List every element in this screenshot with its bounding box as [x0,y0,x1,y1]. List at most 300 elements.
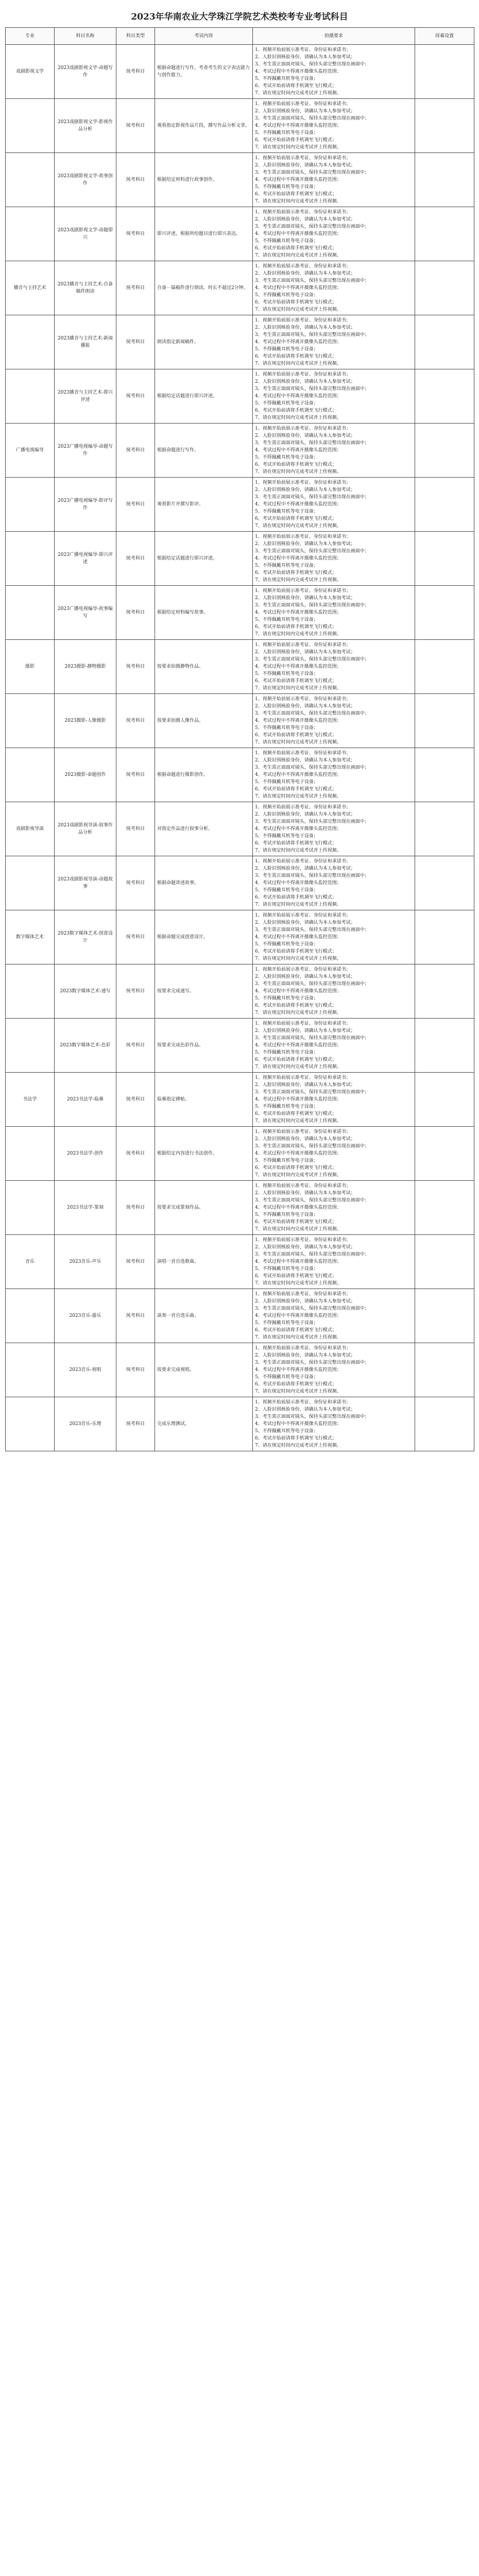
cell-subject-name: 2023摄影-命题创作 [55,748,116,802]
requirement-line: 2、人脸识别核验身份，请确认为本人参加考试； [255,704,355,709]
requirement-line: 6、考试开始前请将手机调至飞行模式； [255,516,337,521]
requirement-line: 5、不得佩戴耳机等电子设备； [255,76,318,81]
cell-exam-content: 对指定作品进行叙事分析。 [155,802,253,856]
requirement-line: 7、请在规定时间内完成考试并上传视频。 [255,523,341,529]
cell-screen-setting [415,153,474,207]
requirement-line: 5、不得佩戴耳机等电子设备； [255,1158,318,1163]
requirement-line: 5、不得佩戴耳机等电子设备； [255,888,318,893]
cell-subject-type: 统考科目 [116,45,155,99]
table-row [6,1397,474,1451]
cell-screen-setting [415,802,474,856]
requirement-line: 4、考试过程中不得离开摄像头监控范围； [255,610,341,615]
requirement-line: 7、请在规定时间内完成考试并上传视频。 [255,1335,341,1340]
requirement-line: 6、考试开始前请将手机调至飞行模式； [255,841,337,846]
requirement-line: 4、考试过程中不得离开摄像头监控范围； [255,718,341,723]
requirement-line: 5、不得佩戴耳机等电子设备； [255,455,318,460]
cell-subject-type: 统考科目 [116,99,155,153]
cell-exam-content: 观看指定影视作品片段，撰写作品分析文章。 [155,99,253,153]
requirement-line: 3、考生需正面面对镜头，保持头部完整出现在画面中； [255,278,369,283]
requirement-line: 6、考试开始前请将手机调至飞行模式； [255,83,337,89]
requirement-line: 4、考试过程中不得离开摄像头监控范围； [255,1259,341,1264]
cell-filming-requirements [253,261,415,315]
requirement-line: 6、考试开始前请将手机调至飞行模式； [255,733,337,738]
cell-major [6,748,55,802]
cell-subject-name: 2023书法学-创作 [55,1127,116,1181]
requirement-line: 3、考生需正面面对镜头，保持头部完整出现在画面中； [255,603,369,608]
cell-exam-content: 演唱一首自选歌曲。 [155,1235,253,1289]
cell-major [6,1289,55,1343]
requirement-line: 7、请在规定时间内完成考试并上传视频。 [255,902,341,907]
requirement-line: 7、请在规定时间内完成考试并上传视频。 [255,253,341,258]
requirement-line: 7、请在规定时间内完成考试并上传视频。 [255,632,341,637]
requirement-line: 2、人脸识别核验身份，请确认为本人参加考试； [255,1082,355,1088]
cell-subject-type: 统考科目 [116,478,155,532]
requirement-line: 4、考试过程中不得离开摄像头监控范围； [255,231,341,236]
requirement-line: 6、考试开始前请将手机调至飞行模式； [255,408,337,413]
requirement-line: 3、考生需正面面对镜头，保持头部完整出现在画面中； [255,386,369,392]
cell-subject-name: 2023广播电视编导-即兴评述 [55,532,116,586]
requirement-line: 3、考生需正面面对镜头，保持头部完整出现在画面中； [255,1252,369,1257]
requirement-line: 5、不得佩戴耳机等电子设备； [255,942,318,947]
table-row [6,369,474,423]
cell-major [6,478,55,532]
requirement-line: 5、不得佩戴耳机等电子设备； [255,239,318,244]
requirement-line: 7、请在规定时间内完成考试并上传视频。 [255,956,341,961]
requirement-line: 4、考试过程中不得离开摄像头监控范围； [255,69,341,74]
requirement-line: 3、考生需正面面对镜头，保持头部完整出现在画面中； [255,62,369,67]
requirement-line: 7、请在规定时间内完成考试并上传视频。 [255,1064,341,1070]
cell-subject-type: 统考科目 [116,532,155,586]
cell-screen-setting [415,207,474,261]
cell-major: 广播电视编导 [6,423,55,478]
cell-filming-requirements [253,748,415,802]
requirement-line: 2、人脸识别核验身份，请确认为本人参加考试； [255,163,355,168]
cell-filming-requirements [253,153,415,207]
cell-screen-setting [415,586,474,640]
requirement-line: 7、请在规定时间内完成考试并上传视频。 [255,1173,341,1178]
requirement-line: 7、请在规定时间内完成考试并上传视频。 [255,91,341,96]
requirement-line: 1、视频开始前展示准考证、身份证和承诺书； [255,805,351,810]
requirement-line: 7、请在规定时间内完成考试并上传视频。 [255,686,341,691]
requirement-line: 6、考试开始前请将手机调至飞行模式； [255,1274,337,1279]
cell-exam-content: 朗读指定新闻稿件。 [155,315,253,369]
requirement-line: 1、视频开始前展示准考证、身份证和承诺书； [255,859,351,864]
cell-filming-requirements [253,694,415,748]
cell-major [6,1127,55,1181]
requirement-line: 1、视频开始前展示准考证、身份证和承诺书； [255,210,351,215]
cell-filming-requirements [253,45,415,99]
cell-exam-content: 根据命题进行写作。 [155,423,253,478]
requirement-line: 4、考试过程中不得离开摄像头监控范围； [255,664,341,669]
cell-subject-name: 2023摄影-人像摄影 [55,694,116,748]
requirement-line: 2、人脸识别核验身份，请确认为本人参加考试； [255,758,355,763]
cell-filming-requirements [253,315,415,369]
requirement-line: 2、人脸识别核验身份，请确认为本人参加考试； [255,379,355,384]
requirement-line: 1、视频开始前展示准考证、身份证和承诺书； [255,967,351,972]
requirement-line: 2、人脸识别核验身份，请确认为本人参加考试； [255,1191,355,1196]
cell-filming-requirements [253,99,415,153]
requirement-line: 2、人脸识别核验身份，请确认为本人参加考试； [255,650,355,655]
requirement-line: 1、视频开始前展示准考证、身份证和承诺书； [255,751,351,756]
cell-filming-requirements [253,1127,415,1181]
cell-screen-setting [415,532,474,586]
requirement-line: 4、考试过程中不得离开摄像头监控范围； [255,285,341,291]
cell-subject-name: 2023音乐-乐理 [55,1397,116,1451]
cell-subject-type: 统考科目 [116,153,155,207]
requirement-line: 5、不得佩戴耳机等电子设备； [255,725,318,731]
cell-subject-name: 2023数字媒体艺术-速写 [55,964,116,1019]
cell-exam-content: 按要求拍摄静物作品。 [155,640,253,694]
requirement-line: 2、人脸识别核验身份，请确认为本人参加考试； [255,541,355,547]
requirement-line: 1、视频开始前展示准考证、身份证和承诺书； [255,913,351,918]
cell-exam-content: 按要求完成色彩作品。 [155,1019,253,1073]
requirement-line: 7、请在规定时间内完成考试并上传视频。 [255,199,341,204]
requirement-line: 6、考试开始前请将手机调至飞行模式； [255,624,337,630]
cell-major [6,1343,55,1397]
requirement-line: 5、不得佩戴耳机等电子设备； [255,1266,318,1272]
requirement-line: 7、请在规定时间内完成考试并上传视频。 [255,740,341,745]
table-row [6,1073,474,1127]
requirement-line: 5、不得佩戴耳机等电子设备； [255,1104,318,1109]
cell-exam-content: 根据给定话题进行即兴评述。 [155,532,253,586]
requirement-line: 5、不得佩戴耳机等电子设备； [255,617,318,622]
requirement-line: 6、考试开始前请将手机调至飞行模式； [255,949,337,954]
cell-exam-content: 根据给定话题进行即兴评述。 [155,369,253,423]
table-row [6,1289,474,1343]
cell-exam-content: 根据给定内容进行书法创作。 [155,1127,253,1181]
requirement-line: 5、不得佩戴耳机等电子设备； [255,401,318,406]
requirement-line: 1、视频开始前展示准考证、身份证和承诺书； [255,588,351,594]
requirement-line: 2、人脸识别核验身份，请确认为本人参加考试； [255,1299,355,1304]
requirement-line: 2、人脸识别核验身份，请确认为本人参加考试； [255,920,355,925]
requirement-line: 5、不得佩戴耳机等电子设备； [255,671,318,676]
cell-major [6,694,55,748]
cell-screen-setting [415,423,474,478]
requirement-line: 3、考生需正面面对镜头，保持头部完整出现在画面中； [255,224,369,229]
requirement-line: 3、考生需正面面对镜头，保持头部完整出现在画面中； [255,549,369,554]
requirement-line: 7、请在规定时间内完成考试并上传视频。 [255,307,341,312]
requirement-line: 7、请在规定时间内完成考试并上传视频。 [255,578,341,583]
requirement-line: 2、人脸识别核验身份，请确认为本人参加考试； [255,1028,355,1033]
cell-subject-name: 2023戏剧影视文学-影视作品分析 [55,99,116,153]
requirement-line: 4、考试过程中不得离开摄像头监控范围； [255,1313,341,1318]
cell-subject-type: 统考科目 [116,1289,155,1343]
requirement-line: 4、考试过程中不得离开摄像头监控范围； [255,1097,341,1102]
cell-subject-type: 统考科目 [116,1019,155,1073]
requirement-line: 7、请在规定时间内完成考试并上传视频。 [255,1118,341,1124]
cell-exam-content: 观看影片并撰写影评。 [155,478,253,532]
requirement-line: 2、人脸识别核验身份，请确认为本人参加考试； [255,1407,355,1412]
cell-subject-type: 统考科目 [116,1181,155,1235]
cell-subject-name: 2023音乐-视唱 [55,1343,116,1397]
table-row [6,423,474,478]
table-row [6,261,474,315]
requirement-line: 7、请在规定时间内完成考试并上传视频。 [255,1281,341,1286]
requirement-line: 4、考试过程中不得离开摄像头监控范围； [255,880,341,886]
cell-major: 书法学 [6,1073,55,1127]
requirement-line: 4、考试过程中不得离开摄像头监控范围； [255,123,341,128]
requirement-line: 5、不得佩戴耳机等电子设备； [255,834,318,839]
requirement-line: 4、考试过程中不得离开摄像头监控范围； [255,448,341,453]
requirement-line: 3、考生需正面面对镜头，保持头部完整出现在画面中； [255,116,369,121]
cell-filming-requirements [253,856,415,910]
cell-major: 音乐 [6,1235,55,1289]
requirement-line: 1、视频开始前展示准考证、身份证和承诺书； [255,426,351,431]
requirement-line: 4、考试过程中不得离开摄像头监控范围； [255,1205,341,1210]
header-subject-type: 科目类型 [116,28,155,45]
cell-filming-requirements [253,207,415,261]
requirement-line: 3、考生需正面面对镜头，保持头部完整出现在画面中； [255,495,369,500]
cell-subject-type: 统考科目 [116,207,155,261]
requirement-line: 5、不得佩戴耳机等电子设备； [255,509,318,514]
requirement-line: 4、考试过程中不得离开摄像头监控范围； [255,394,341,399]
cell-filming-requirements [253,1073,415,1127]
cell-filming-requirements [253,369,415,423]
cell-subject-name: 2023播音与主持艺术-即兴评述 [55,369,116,423]
cell-subject-name: 2023戏剧影视文学-故事创作 [55,153,116,207]
cell-screen-setting [415,45,474,99]
cell-subject-name: 2023音乐-声乐 [55,1235,116,1289]
cell-major [6,1181,55,1235]
cell-subject-type: 统考科目 [116,1127,155,1181]
cell-exam-content: 根据命题讲述故事。 [155,856,253,910]
cell-filming-requirements [253,1289,415,1343]
cell-screen-setting [415,1127,474,1181]
table-row [6,1181,474,1235]
cell-subject-name: 2023戏剧影视文学-命题写作 [55,45,116,99]
requirement-line: 1、视频开始前展示准考证、身份证和承诺书； [255,372,351,377]
requirement-line: 3、考生需正面面对镜头，保持头部完整出现在画面中； [255,873,369,878]
requirement-line: 3、考生需正面面对镜头，保持头部完整出现在画面中； [255,1306,369,1311]
requirement-line: 2、人脸识别核验身份，请确认为本人参加考试； [255,1137,355,1142]
requirement-line: 4、考试过程中不得离开摄像头监控范围； [255,772,341,777]
cell-subject-type: 统考科目 [116,910,155,964]
requirement-line: 1、视频开始前展示准考证、身份证和承诺书； [255,1400,351,1405]
cell-screen-setting [415,640,474,694]
requirement-line: 6、考试开始前请将手机调至飞行模式； [255,787,337,792]
requirement-line: 3、考生需正面面对镜头，保持头部完整出现在画面中； [255,1090,369,1095]
header-screen-setting: 屏幕设置 [415,28,474,45]
requirement-line: 6、考试开始前请将手机调至飞行模式； [255,679,337,684]
requirement-line: 4、考试过程中不得离开摄像头监控范围； [255,340,341,345]
requirement-line: 4、考试过程中不得离开摄像头监控范围； [255,935,341,940]
cell-exam-content: 根据给定材料进行故事创作。 [155,153,253,207]
requirement-line: 3、考生需正面面对镜头，保持头部完整出现在画面中； [255,440,369,446]
cell-subject-type: 统考科目 [116,1073,155,1127]
requirement-line: 2、人脸识别核验身份，请确认为本人参加考试； [255,433,355,438]
cell-major: 数字媒体艺术 [6,910,55,964]
requirement-line: 7、请在规定时间内完成考试并上传视频。 [255,1443,341,1448]
requirement-line: 3、考生需正面面对镜头，保持头部完整出现在画面中； [255,981,369,987]
requirement-line: 6、考试开始前请将手机调至飞行模式； [255,462,337,467]
table-row [6,315,474,369]
cell-screen-setting [415,478,474,532]
cell-filming-requirements [253,802,415,856]
table-body [6,45,474,1451]
header-filming-requirements: 拍摄要求 [253,28,415,45]
cell-subject-name: 2023戏剧影视导演-命题故事 [55,856,116,910]
cell-filming-requirements [253,423,415,478]
cell-subject-type: 统考科目 [116,964,155,1019]
cell-filming-requirements [253,532,415,586]
requirement-line: 1、视频开始前展示准考证、身份证和承诺书； [255,47,351,53]
cell-subject-type: 统考科目 [116,261,155,315]
cell-exam-content: 自备一篇稿件进行朗读，时长不超过2分钟。 [155,261,253,315]
cell-screen-setting [415,261,474,315]
requirement-line: 3、考生需正面面对镜头，保持头部完整出现在画面中； [255,332,369,337]
requirement-line: 1、视频开始前展示准考证、身份证和承诺书； [255,1292,351,1297]
cell-major [6,99,55,153]
cell-subject-name: 2023音乐-器乐 [55,1289,116,1343]
requirement-line: 5、不得佩戴耳机等电子设备； [255,779,318,785]
requirement-line: 2、人脸识别核验身份，请确认为本人参加考试； [255,109,355,114]
requirement-line: 7、请在规定时间内完成考试并上传视频。 [255,1389,341,1394]
cell-screen-setting [415,1181,474,1235]
cell-subject-type: 统考科目 [116,802,155,856]
cell-subject-name: 2023播音与主持艺术-新闻播报 [55,315,116,369]
cell-subject-name: 2023书法学-篆刻 [55,1181,116,1235]
cell-screen-setting [415,1343,474,1397]
cell-exam-content: 演奏一首自选乐曲。 [155,1289,253,1343]
table-row [6,748,474,802]
requirement-line: 7、请在规定时间内完成考试并上传视频。 [255,361,341,366]
table-header-row [6,28,474,45]
table-row [6,640,474,694]
exam-subject-table [5,27,474,1451]
requirement-line: 6、考试开始前请将手机调至飞行模式； [255,1382,337,1387]
requirement-line: 5、不得佩戴耳机等电子设备； [255,293,318,298]
cell-subject-name: 2023广播电视编导-命题写作 [55,423,116,478]
cell-major [6,856,55,910]
table-row [6,45,474,99]
requirement-line: 5、不得佩戴耳机等电子设备； [255,1212,318,1217]
requirement-line: 5、不得佩戴耳机等电子设备； [255,563,318,568]
requirement-line: 4、考试过程中不得离开摄像头监控范围； [255,826,341,832]
requirement-line: 5、不得佩戴耳机等电子设备； [255,1320,318,1326]
cell-major [6,1397,55,1451]
cell-exam-content: 即兴评述，根据所给题目进行即兴表达。 [155,207,253,261]
cell-subject-type: 统考科目 [116,315,155,369]
cell-major [6,153,55,207]
requirement-line: 5、不得佩戴耳机等电子设备； [255,1429,318,1434]
cell-screen-setting [415,910,474,964]
requirement-line: 6、考试开始前请将手机调至飞行模式； [255,1057,337,1062]
requirement-line: 7、请在规定时间内完成考试并上传视频。 [255,469,341,474]
requirement-line: 3、考生需正面面对镜头，保持头部完整出现在画面中； [255,927,369,933]
requirement-line: 4、考试过程中不得离开摄像头监控范围； [255,1151,341,1156]
cell-screen-setting [415,369,474,423]
table-row [6,910,474,964]
requirement-line: 6、考试开始前请将手机调至飞行模式； [255,138,337,143]
requirement-line: 4、考试过程中不得离开摄像头监控范围； [255,989,341,994]
requirement-line: 1、视频开始前展示准考证、身份证和承诺书； [255,1346,351,1351]
table-row [6,856,474,910]
cell-screen-setting [415,1235,474,1289]
requirement-line: 6、考试开始前请将手机调至飞行模式； [255,300,337,305]
requirement-line: 6、考试开始前请将手机调至飞行模式； [255,1111,337,1116]
requirement-line: 7、请在规定时间内完成考试并上传视频。 [255,1227,341,1232]
cell-major [6,1019,55,1073]
cell-subject-name: 2023播音与主持艺术-自备稿件朗读 [55,261,116,315]
requirement-line: 4、考试过程中不得离开摄像头监控范围； [255,177,341,182]
requirement-line: 6、考试开始前请将手机调至飞行模式； [255,895,337,900]
cell-exam-content: 根据命题进行写作，考查考生的文字表达能力与创作能力。 [155,45,253,99]
requirement-line: 1、视频开始前展示准考证、身份证和承诺书； [255,318,351,323]
requirement-line: 2、人脸识别核验身份，请确认为本人参加考试； [255,217,355,222]
cell-subject-name: 2023摄影-静物摄影 [55,640,116,694]
requirement-line: 3、考生需正面面对镜头，保持头部完整出现在画面中； [255,765,369,770]
requirement-line: 2、人脸识别核验身份，请确认为本人参加考试； [255,1245,355,1250]
cell-subject-type: 统考科目 [116,856,155,910]
table-row [6,1235,474,1289]
requirement-line: 1、视频开始前展示准考证、身份证和承诺书； [255,480,351,485]
header-exam-content: 考试内容 [155,28,253,45]
requirement-line: 2、人脸识别核验身份，请确认为本人参加考试； [255,974,355,979]
requirement-line: 4、考试过程中不得离开摄像头监控范围； [255,556,341,561]
requirement-line: 6、考试开始前请将手机调至飞行模式； [255,192,337,197]
cell-exam-content: 临摹指定碑帖。 [155,1073,253,1127]
cell-filming-requirements [253,1397,415,1451]
cell-screen-setting [415,1073,474,1127]
cell-subject-name: 2023戏剧影视导演-叙事作品分析 [55,802,116,856]
cell-major: 戏剧影视文学 [6,45,55,99]
cell-filming-requirements [253,1181,415,1235]
cell-exam-content: 根据给定材料编写故事。 [155,586,253,640]
requirement-line: 1、视频开始前展示准考证、身份证和承诺书； [255,1183,351,1189]
document-page [5,0,474,1451]
cell-exam-content: 根据命题进行摄影创作。 [155,748,253,802]
requirement-line: 6、考试开始前请将手机调至飞行模式； [255,246,337,251]
requirement-line: 7、请在规定时间内完成考试并上传视频。 [255,1010,341,1015]
cell-screen-setting [415,1289,474,1343]
cell-screen-setting [415,315,474,369]
requirement-line: 3、考生需正面面对镜头，保持头部完整出现在画面中； [255,1036,369,1041]
cell-exam-content: 完成乐理测试。 [155,1397,253,1451]
cell-subject-type: 统考科目 [116,1343,155,1397]
requirement-line: 6、考试开始前请将手机调至飞行模式； [255,1328,337,1333]
table-row [6,1343,474,1397]
cell-filming-requirements [253,478,415,532]
cell-major [6,532,55,586]
cell-subject-name: 2023数字媒体艺术-创意设计 [55,910,116,964]
cell-subject-type: 统考科目 [116,694,155,748]
cell-filming-requirements [253,1235,415,1289]
requirement-line: 2、人脸识别核验身份，请确认为本人参加考试； [255,271,355,276]
requirement-line: 3、考生需正面面对镜头，保持头部完整出现在画面中； [255,1198,369,1203]
requirement-line: 5、不得佩戴耳机等电子设备； [255,996,318,1001]
header-major: 专业 [6,28,55,45]
requirement-line: 3、考生需正面面对镜头，保持头部完整出现在画面中； [255,1360,369,1365]
header-subject-name: 科目名称 [55,28,116,45]
cell-major: 戏剧影视导演 [6,802,55,856]
requirement-line: 3、考生需正面面对镜头，保持头部完整出现在画面中； [255,1414,369,1419]
requirement-line: 2、人脸识别核验身份，请确认为本人参加考试； [255,1353,355,1358]
cell-subject-type: 统考科目 [116,586,155,640]
requirement-line: 2、人脸识别核验身份，请确认为本人参加考试； [255,55,355,60]
cell-filming-requirements [253,964,415,1019]
table-row [6,802,474,856]
requirement-line: 1、视频开始前展示准考证、身份证和承诺书； [255,1129,351,1134]
cell-screen-setting [415,964,474,1019]
requirement-line: 6、考试开始前请将手机调至飞行模式； [255,1003,337,1008]
requirement-line: 4、考试过程中不得离开摄像头监控范围； [255,1367,341,1372]
table-row [6,532,474,586]
requirement-line: 4、考试过程中不得离开摄像头监控范围； [255,1421,341,1427]
cell-major: 摄影 [6,640,55,694]
requirement-line: 4、考试过程中不得离开摄像头监控范围； [255,1043,341,1048]
cell-exam-content: 按要求拍摄人像作品。 [155,694,253,748]
requirement-line: 2、人脸识别核验身份，请确认为本人参加考试； [255,866,355,871]
